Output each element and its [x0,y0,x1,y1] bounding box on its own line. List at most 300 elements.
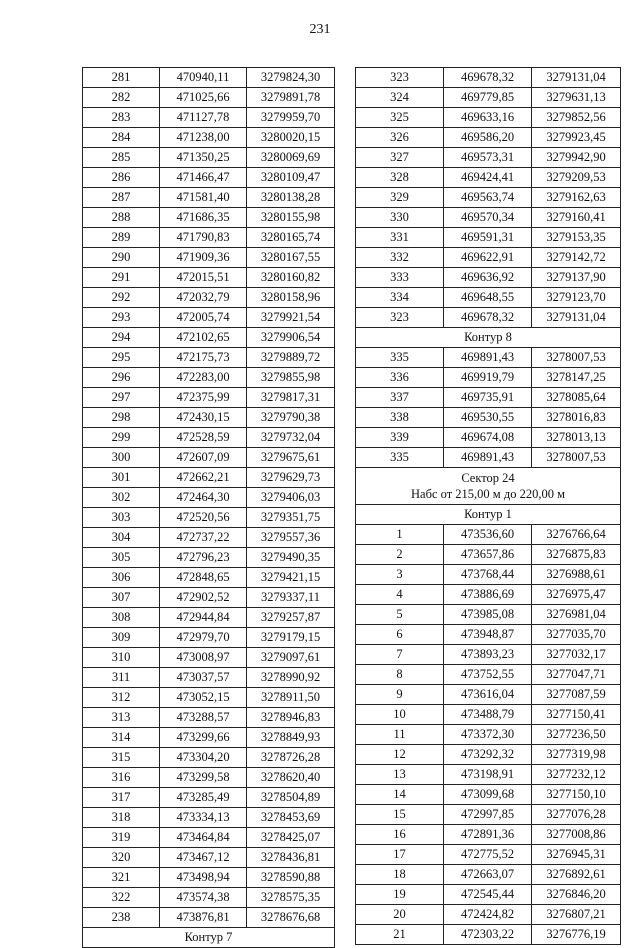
y-coordinate-cell: 3279421,15 [247,568,335,588]
table-row [83,648,335,668]
table-row [83,908,335,928]
point-number-cell: 336 [356,368,444,388]
point-number-cell: 323 [356,68,444,88]
y-coordinate-cell: 3278007,53 [532,448,621,468]
x-coordinate-cell: 472979,70 [160,628,247,648]
left-coordinates-table [82,67,335,948]
x-coordinate-cell: 472303,22 [444,925,532,945]
x-coordinate-cell: 469648,55 [444,288,532,308]
table-row [83,828,335,848]
y-coordinate-cell: 3279160,41 [532,208,621,228]
table-row [356,348,621,368]
point-number-cell: 18 [356,865,444,885]
table-row [356,805,621,825]
y-coordinate-cell: 3279824,30 [247,68,335,88]
table-row [83,768,335,788]
x-coordinate-cell: 471686,35 [160,208,247,228]
y-coordinate-cell: 3276981,04 [532,605,621,625]
point-number-cell: 4 [356,585,444,605]
y-coordinate-cell: 3279351,75 [247,508,335,528]
x-coordinate-cell: 472005,74 [160,308,247,328]
table-row [83,528,335,548]
table-row [83,108,335,128]
point-number-cell: 238 [83,908,160,928]
sector-24-heading-text: Сектор 24 [461,471,515,485]
right-coordinates-table [355,67,621,945]
contour-8-label [356,328,621,348]
point-number-cell: 325 [356,108,444,128]
x-coordinate-cell: 473198,91 [444,765,532,785]
x-coordinate-cell: 469735,91 [444,388,532,408]
x-coordinate-cell: 473752,55 [444,665,532,685]
y-coordinate-cell: 3277236,50 [532,725,621,745]
table-row [356,408,621,428]
y-coordinate-cell: 3276975,47 [532,585,621,605]
x-coordinate-cell: 473886,69 [444,585,532,605]
y-coordinate-cell: 3279097,61 [247,648,335,668]
y-coordinate-cell: 3278016,83 [532,408,621,428]
table-row [356,645,621,665]
point-number-cell: 1 [356,525,444,545]
contour-7-label-row [83,928,335,948]
y-coordinate-cell: 3278007,53 [532,348,621,368]
table-row [356,308,621,328]
x-coordinate-cell: 472796,23 [160,548,247,568]
x-coordinate-cell: 473488,79 [444,705,532,725]
y-coordinate-cell: 3279142,72 [532,248,621,268]
table-row [83,848,335,868]
x-coordinate-cell: 473334,13 [160,808,247,828]
contour-7-label-text: Контур 7 [184,930,233,944]
point-number-cell: 289 [83,228,160,248]
y-coordinate-cell: 3280020,15 [247,128,335,148]
table-row [356,388,621,408]
point-number-cell: 332 [356,248,444,268]
table-row [83,68,335,88]
point-number-cell: 339 [356,428,444,448]
table-row [83,148,335,168]
y-coordinate-cell: 3280165,74 [247,228,335,248]
table-row [356,248,621,268]
point-number-cell: 315 [83,748,160,768]
y-coordinate-cell: 3276945,31 [532,845,621,865]
point-number-cell: 296 [83,368,160,388]
y-coordinate-cell: 3280158,96 [247,288,335,308]
table-row [83,388,335,408]
y-coordinate-cell: 3277232,12 [532,765,621,785]
point-number-cell: 313 [83,708,160,728]
table-row [83,748,335,768]
table-row [356,885,621,905]
point-number-cell: 288 [83,208,160,228]
table-row [83,708,335,728]
y-coordinate-cell: 3276892,61 [532,865,621,885]
y-coordinate-cell: 3279137,90 [532,268,621,288]
x-coordinate-cell: 471350,25 [160,148,247,168]
y-coordinate-cell: 3279921,54 [247,308,335,328]
y-coordinate-cell: 3277076,28 [532,805,621,825]
point-number-cell: 304 [83,528,160,548]
table-row [83,508,335,528]
point-number-cell: 319 [83,828,160,848]
contour-1-label-row [356,505,621,525]
x-coordinate-cell: 473288,57 [160,708,247,728]
table-row [83,688,335,708]
point-number-cell: 297 [83,388,160,408]
y-coordinate-cell: 3279490,35 [247,548,335,568]
point-number-cell: 301 [83,468,160,488]
table-row [83,288,335,308]
x-coordinate-cell: 473008,97 [160,648,247,668]
y-coordinate-cell: 3277032,17 [532,645,621,665]
x-coordinate-cell: 470940,11 [160,68,247,88]
point-number-cell: 21 [356,925,444,945]
y-coordinate-cell: 3279209,53 [532,168,621,188]
y-coordinate-cell: 3279337,11 [247,588,335,608]
table-row [83,668,335,688]
y-coordinate-cell: 3276846,20 [532,885,621,905]
y-coordinate-cell: 3278575,35 [247,888,335,908]
y-coordinate-cell: 3277047,71 [532,665,621,685]
y-coordinate-cell: 3279131,04 [532,308,621,328]
point-number-cell: 295 [83,348,160,368]
table-row [356,288,621,308]
y-coordinate-cell: 3276807,21 [532,905,621,925]
y-coordinate-cell: 3279732,04 [247,428,335,448]
y-coordinate-cell: 3280109,47 [247,168,335,188]
table-row [356,168,621,188]
y-coordinate-cell: 3279179,15 [247,628,335,648]
y-coordinate-cell: 3279131,04 [532,68,621,88]
table-row [356,448,621,468]
table-row [356,228,621,248]
point-number-cell: 328 [356,168,444,188]
table-row [83,628,335,648]
table-row [83,228,335,248]
y-coordinate-cell: 3278085,64 [532,388,621,408]
table-row [356,685,621,705]
y-coordinate-cell: 3278849,93 [247,728,335,748]
point-number-cell: 306 [83,568,160,588]
point-number-cell: 14 [356,785,444,805]
y-coordinate-cell: 3278013,13 [532,428,621,448]
x-coordinate-cell: 469424,41 [444,168,532,188]
x-coordinate-cell: 472520,56 [160,508,247,528]
x-coordinate-cell: 473574,38 [160,888,247,908]
y-coordinate-cell: 3276776,19 [532,925,621,945]
point-number-cell: 19 [356,885,444,905]
point-number-cell: 337 [356,388,444,408]
x-coordinate-cell: 472283,00 [160,368,247,388]
x-coordinate-cell: 472607,09 [160,448,247,468]
table-row [356,148,621,168]
point-number-cell: 7 [356,645,444,665]
point-number-cell: 290 [83,248,160,268]
point-number-cell: 293 [83,308,160,328]
table-row [83,808,335,828]
point-number-cell: 294 [83,328,160,348]
point-number-cell: 10 [356,705,444,725]
point-number-cell: 334 [356,288,444,308]
y-coordinate-cell: 3279889,72 [247,348,335,368]
sector-24-heading [356,468,621,505]
point-number-cell: 307 [83,588,160,608]
x-coordinate-cell: 469530,55 [444,408,532,428]
point-number-cell: 287 [83,188,160,208]
table-row [83,188,335,208]
point-number-cell: 12 [356,745,444,765]
table-row [83,268,335,288]
x-coordinate-cell: 471238,00 [160,128,247,148]
x-coordinate-cell: 473464,84 [160,828,247,848]
y-coordinate-cell: 3279790,38 [247,408,335,428]
x-coordinate-cell: 472464,30 [160,488,247,508]
point-number-cell: 327 [356,148,444,168]
x-coordinate-cell: 473299,58 [160,768,247,788]
point-number-cell: 323 [356,308,444,328]
y-coordinate-cell: 3277087,59 [532,685,621,705]
x-coordinate-cell: 472424,82 [444,905,532,925]
x-coordinate-cell: 473616,04 [444,685,532,705]
point-number-cell: 8 [356,665,444,685]
x-coordinate-cell: 472997,85 [444,805,532,825]
point-number-cell: 298 [83,408,160,428]
table-row [356,208,621,228]
point-number-cell: 318 [83,808,160,828]
table-row [356,188,621,208]
x-coordinate-cell: 473052,15 [160,688,247,708]
y-coordinate-cell: 3279153,35 [532,228,621,248]
y-coordinate-cell: 3277150,10 [532,785,621,805]
contour-7-label [83,928,335,948]
y-coordinate-cell: 3278726,28 [247,748,335,768]
y-coordinate-cell: 3279817,31 [247,388,335,408]
table-row [356,268,621,288]
x-coordinate-cell: 471581,40 [160,188,247,208]
table-row [83,248,335,268]
table-row [83,88,335,108]
point-number-cell: 314 [83,728,160,748]
x-coordinate-cell: 473876,81 [160,908,247,928]
point-number-cell: 321 [83,868,160,888]
y-coordinate-cell: 3280069,69 [247,148,335,168]
x-coordinate-cell: 472545,44 [444,885,532,905]
table-row [83,168,335,188]
table-row [83,428,335,448]
table-row [356,865,621,885]
point-number-cell: 17 [356,845,444,865]
table-row [356,428,621,448]
table-row [356,585,621,605]
table-row [83,568,335,588]
x-coordinate-cell: 469919,79 [444,368,532,388]
y-coordinate-cell: 3279891,78 [247,88,335,108]
x-coordinate-cell: 471466,47 [160,168,247,188]
table-row [356,525,621,545]
y-coordinate-cell: 3278147,25 [532,368,621,388]
point-number-cell: 338 [356,408,444,428]
y-coordinate-cell: 3279852,56 [532,108,621,128]
y-coordinate-cell: 3278453,69 [247,808,335,828]
y-coordinate-cell: 3278425,07 [247,828,335,848]
x-coordinate-cell: 469678,32 [444,308,532,328]
table-row [83,488,335,508]
x-coordinate-cell: 473037,57 [160,668,247,688]
y-coordinate-cell: 3276766,64 [532,525,621,545]
table-row [356,825,621,845]
y-coordinate-cell: 3277150,41 [532,705,621,725]
point-number-cell: 303 [83,508,160,528]
x-coordinate-cell: 473099,68 [444,785,532,805]
y-coordinate-cell: 3278504,89 [247,788,335,808]
table-row [356,88,621,108]
x-coordinate-cell: 473285,49 [160,788,247,808]
x-coordinate-cell: 473299,66 [160,728,247,748]
point-number-cell: 305 [83,548,160,568]
table-row [83,208,335,228]
point-number-cell: 11 [356,725,444,745]
point-number-cell: 281 [83,68,160,88]
x-coordinate-cell: 472528,59 [160,428,247,448]
point-number-cell: 283 [83,108,160,128]
y-coordinate-cell: 3278946,83 [247,708,335,728]
point-number-cell: 13 [356,765,444,785]
x-coordinate-cell: 469591,31 [444,228,532,248]
y-coordinate-cell: 3279942,90 [532,148,621,168]
x-coordinate-cell: 469622,91 [444,248,532,268]
y-coordinate-cell: 3279906,54 [247,328,335,348]
point-number-cell: 312 [83,688,160,708]
y-coordinate-cell: 3279162,63 [532,188,621,208]
table-row [356,625,621,645]
x-coordinate-cell: 472775,52 [444,845,532,865]
y-coordinate-cell: 3277035,70 [532,625,621,645]
point-number-cell: 6 [356,625,444,645]
table-row [356,68,621,88]
x-coordinate-cell: 473498,94 [160,868,247,888]
x-coordinate-cell: 469891,43 [444,348,532,368]
y-coordinate-cell: 3279631,13 [532,88,621,108]
table-row [356,845,621,865]
table-row [356,545,621,565]
table-row [83,608,335,628]
x-coordinate-cell: 473948,87 [444,625,532,645]
table-row [83,728,335,748]
table-row [83,408,335,428]
x-coordinate-cell: 472032,79 [160,288,247,308]
table-row [356,605,621,625]
point-number-cell: 335 [356,448,444,468]
table-row [83,328,335,348]
y-coordinate-cell: 3279557,36 [247,528,335,548]
table-row [356,128,621,148]
x-coordinate-cell: 472944,84 [160,608,247,628]
x-coordinate-cell: 469573,31 [444,148,532,168]
point-number-cell: 333 [356,268,444,288]
x-coordinate-cell: 473893,23 [444,645,532,665]
table-row [356,108,621,128]
point-number-cell: 331 [356,228,444,248]
table-row [83,548,335,568]
table-row [83,348,335,368]
table-row [83,308,335,328]
point-number-cell: 316 [83,768,160,788]
x-coordinate-cell: 472737,22 [160,528,247,548]
table-row [356,368,621,388]
x-coordinate-cell: 469678,32 [444,68,532,88]
x-coordinate-cell: 472430,15 [160,408,247,428]
y-coordinate-cell: 3279406,03 [247,488,335,508]
contour-8-label-text: Контур 8 [464,330,512,344]
table-row [83,368,335,388]
point-number-cell: 5 [356,605,444,625]
x-coordinate-cell: 473536,60 [444,525,532,545]
x-coordinate-cell: 473292,32 [444,745,532,765]
y-coordinate-cell: 3279257,87 [247,608,335,628]
table-row [83,868,335,888]
point-number-cell: 330 [356,208,444,228]
point-number-cell: 284 [83,128,160,148]
y-coordinate-cell: 3279629,73 [247,468,335,488]
point-number-cell: 300 [83,448,160,468]
x-coordinate-cell: 473304,20 [160,748,247,768]
table-row [83,588,335,608]
y-coordinate-cell: 3280138,28 [247,188,335,208]
contour-1-label-text: Контур 1 [464,507,512,521]
point-number-cell: 317 [83,788,160,808]
point-number-cell: 311 [83,668,160,688]
point-number-cell: 291 [83,268,160,288]
x-coordinate-cell: 469633,16 [444,108,532,128]
table-row [356,745,621,765]
sector-24-heading-text: Набс от 215,00 м до 220,00 м [411,487,565,501]
point-number-cell: 285 [83,148,160,168]
point-number-cell: 326 [356,128,444,148]
y-coordinate-cell: 3280167,55 [247,248,335,268]
x-coordinate-cell: 469586,20 [444,128,532,148]
table-row [356,925,621,945]
contour-8-label-row [356,328,621,348]
x-coordinate-cell: 472175,73 [160,348,247,368]
x-coordinate-cell: 472891,36 [444,825,532,845]
y-coordinate-cell: 3278620,40 [247,768,335,788]
table-row [356,785,621,805]
point-number-cell: 3 [356,565,444,585]
x-coordinate-cell: 473372,30 [444,725,532,745]
x-coordinate-cell: 472662,21 [160,468,247,488]
y-coordinate-cell: 3279855,98 [247,368,335,388]
table-row [356,905,621,925]
x-coordinate-cell: 473467,12 [160,848,247,868]
y-coordinate-cell: 3279123,70 [532,288,621,308]
x-coordinate-cell: 469674,08 [444,428,532,448]
table-row [356,665,621,685]
x-coordinate-cell: 472102,65 [160,328,247,348]
point-number-cell: 286 [83,168,160,188]
x-coordinate-cell: 472015,51 [160,268,247,288]
page-number: 231 [309,22,331,37]
point-number-cell: 2 [356,545,444,565]
point-number-cell: 292 [83,288,160,308]
x-coordinate-cell: 471127,78 [160,108,247,128]
y-coordinate-cell: 3278990,92 [247,668,335,688]
y-coordinate-cell: 3277319,98 [532,745,621,765]
y-coordinate-cell: 3279959,70 [247,108,335,128]
x-coordinate-cell: 473657,86 [444,545,532,565]
y-coordinate-cell: 3278436,81 [247,848,335,868]
point-number-cell: 309 [83,628,160,648]
point-number-cell: 329 [356,188,444,208]
